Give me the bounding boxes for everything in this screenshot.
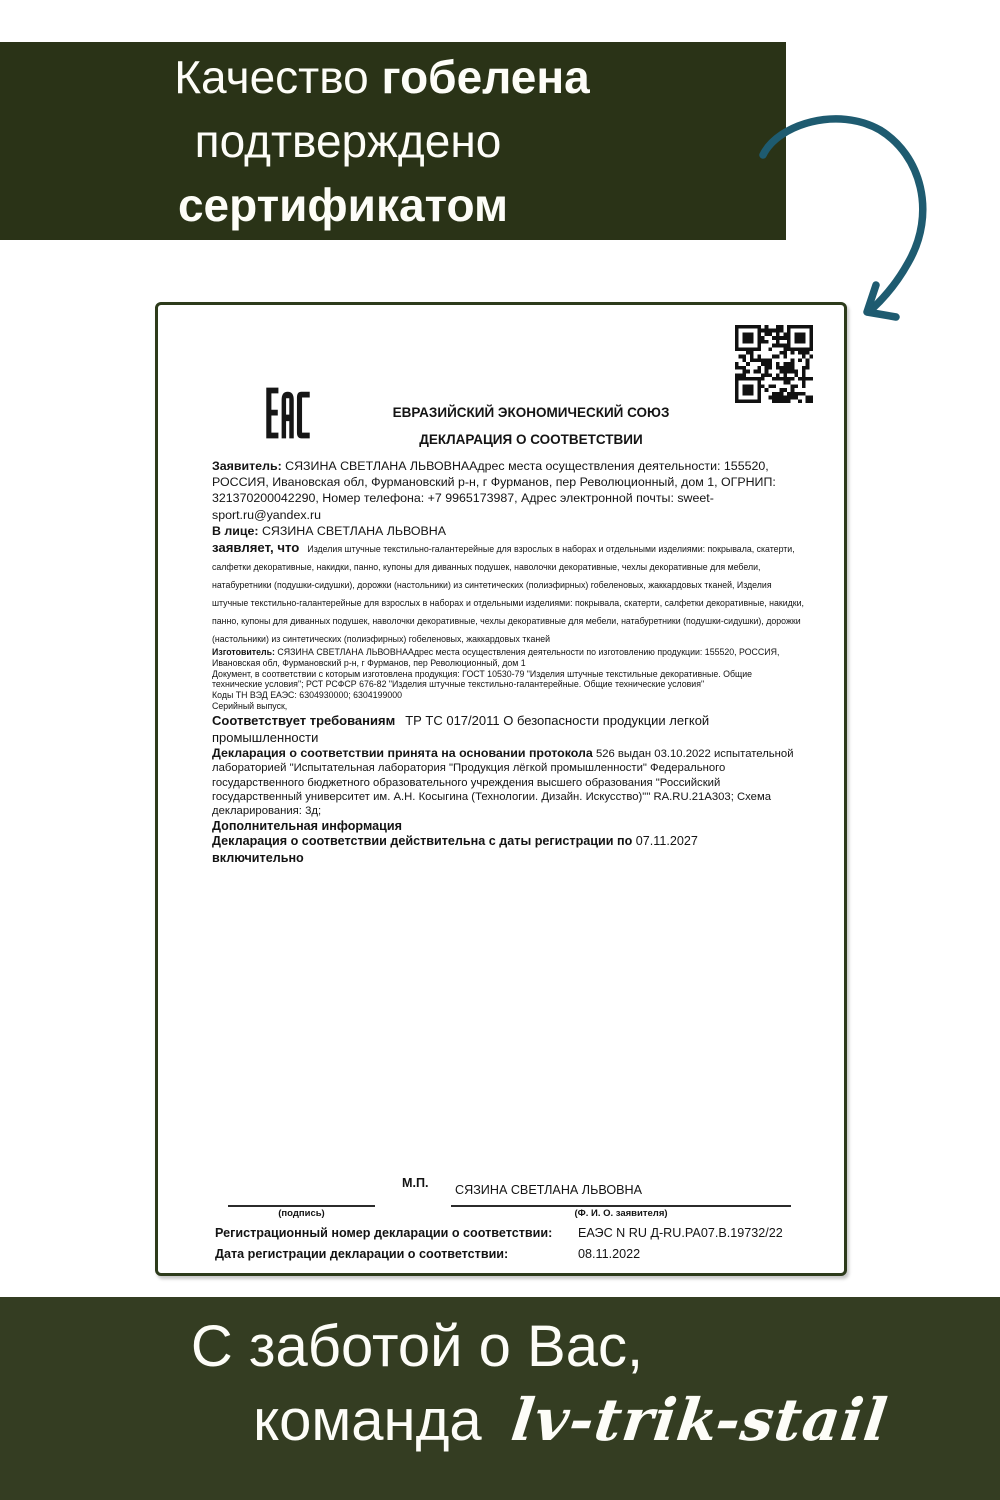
reg-date-label: Дата регистрации декларации о соответствии: [215,1247,509,1261]
banner-line-2: подтверждено [194,115,502,167]
complies-paragraph [212,712,804,746]
manufacturer-paragraph [212,647,804,669]
banner-line1-bold: гобелена [381,51,590,103]
in-person-paragraph [212,523,804,539]
signature-name: СЯЗИНА СВЕТЛАНА ЛЬВОВНА [455,1183,643,1197]
certificate-header [212,405,804,447]
bottom-banner [0,1297,1000,1500]
manufacturer-label: Изготовитель: [212,647,275,658]
codes-paragraph: Коды ТН ВЭД ЕАЭС: 6304930000; 6304199000 [212,690,403,701]
in-person-label: В лице: [212,523,259,538]
protocol-label: Декларация о соответствии принята на основании протокола [212,745,593,760]
applicant-paragraph [212,458,804,523]
validity-suffix: включительно [212,851,304,866]
reg-number-label: Регистрационный номер декларации о соответствии: [215,1226,553,1240]
brand-script: lv-trik-stail [507,1386,892,1454]
complies-text: ТР ТС 017/2011 О безопасности продукции легкой промышленности [212,712,710,745]
certificate-body [212,458,804,868]
signature-block [215,1176,807,1276]
name-caption: (Ф. И. О. заявителя) [574,1208,668,1219]
additional-info-label: Дополнительная информация [212,818,402,833]
declares-label: заявляет, что [212,540,300,556]
applicant-text: СЯЗИНА СВЕТЛАНА ЛЬВОВНААдрес места осуществления деятельности: 155520, РОССИЯ, Ивановская обл, Фурмановский р-н, г Фурманов, пер Революционный, дом 1, ОГРНИП: 321370200042290, Номер телефона: +7 9965173987, Адрес электронной почты: sweet-sport.ru@yandex.ru [212,459,776,522]
qr-code [735,325,813,403]
signature-caption: (подпись) [278,1208,325,1219]
bottom-line2-team: команда [253,1388,482,1453]
reg-date-row [215,1247,807,1261]
bottom-line-1: С заботой о Вас, [190,1314,644,1379]
name-line [451,1205,791,1207]
declares-text: Изделия штучные текстильно-галантерейные для взрослых в наборах и отдельными изделиями: покрывала, скатерти, салфетки декоративные, накидки, панно, купоны для диванных подушек, наволочки декоративные, чехлы декоративные для мебели, натабуретники (подушки-сидушки), дорожки (настольники) из синтетических (полиэфирных) гобеленовых, жаккардовых тканей, Изделия штучные текстильно-галантерейные для взрослых в наборах и отдельными изделиями: покрывала, скатерти, салфетки декоративные, накидки, панно, купоны для диванных подушек, наволочки декоративные, чехлы декоративные для мебели, натабуретники (подушки-сидушки), дорожки (настольники) из синтетических (полиэфирных) гобеленовых, жаккардовых тканей [212,544,804,645]
validity-label: Декларация о соответствии действительна с даты регистрации по [212,833,633,848]
reg-number-value: ЕАЭС N RU Д-RU.РА07.В.19732/22 [578,1226,783,1240]
manufacturer-text: СЯЗИНА СВЕТЛАНА ЛЬВОВНААдрес места осуществления деятельности по изготовлению продукции: 155520, РОССИЯ, Ивановская обл, Фурмановский р-н, г Фурманов, пер Революционный, дом 1 [212,647,780,668]
reg-number-row [215,1226,807,1240]
certificate-card [155,302,847,1276]
declares-paragraph [212,539,804,647]
stamp-label: М.П. [402,1176,429,1190]
curved-arrow-icon [740,95,940,330]
applicant-label: Заявитель: [212,459,282,473]
complies-label: Соответствует требованиям [212,712,396,728]
signature-line [228,1205,375,1207]
validity-date: 07.11.2027 [635,833,698,848]
cert-header-union: ЕВРАЗИЙСКИЙ ЭКОНОМИЧЕСКИЙ СОЮЗ [392,405,670,420]
bottom-line-2 [70,1383,1000,1458]
protocol-text: 526 выдан 03.10.2022 испытательной лабораторией "Испытательная лаборатория "Продукция лёгкой промышленности" Федерального государственного бюджетного образовательного учреждения высшего образования "Российский государственный университет им. А.Н. Косыгина (Технологии. Дизайн. Искусство)"" RA.RU.21A303; Схема декларирования: 3д; [212,747,794,818]
in-person-text: СЯЗИНА СВЕТЛАНА ЛЬВОВНА [261,523,446,538]
document-paragraph: Документ, в соответствии с которым изготовлена продукция: ГОСТ 10530-79 "Изделия штучные текстильные декоративные. Общие технические условия"; РСТ РСФСР 676-82 "Изделия штучные текстильно-галантерейные. Общие технические условия" [212,668,753,690]
banner-line-1 [0,45,775,109]
reg-date-value: 08.11.2022 [578,1247,641,1261]
banner-line1-regular: Качество [174,51,382,103]
cert-header-declaration: ДЕКЛАРАЦИЯ О СООТВЕТСТВИИ [419,432,643,447]
top-banner [0,42,786,240]
validity-paragraph [212,833,804,868]
banner-line-3: сертификатом [177,179,509,231]
serial-paragraph: Серийный выпуск, [212,701,288,711]
protocol-paragraph [212,746,804,819]
